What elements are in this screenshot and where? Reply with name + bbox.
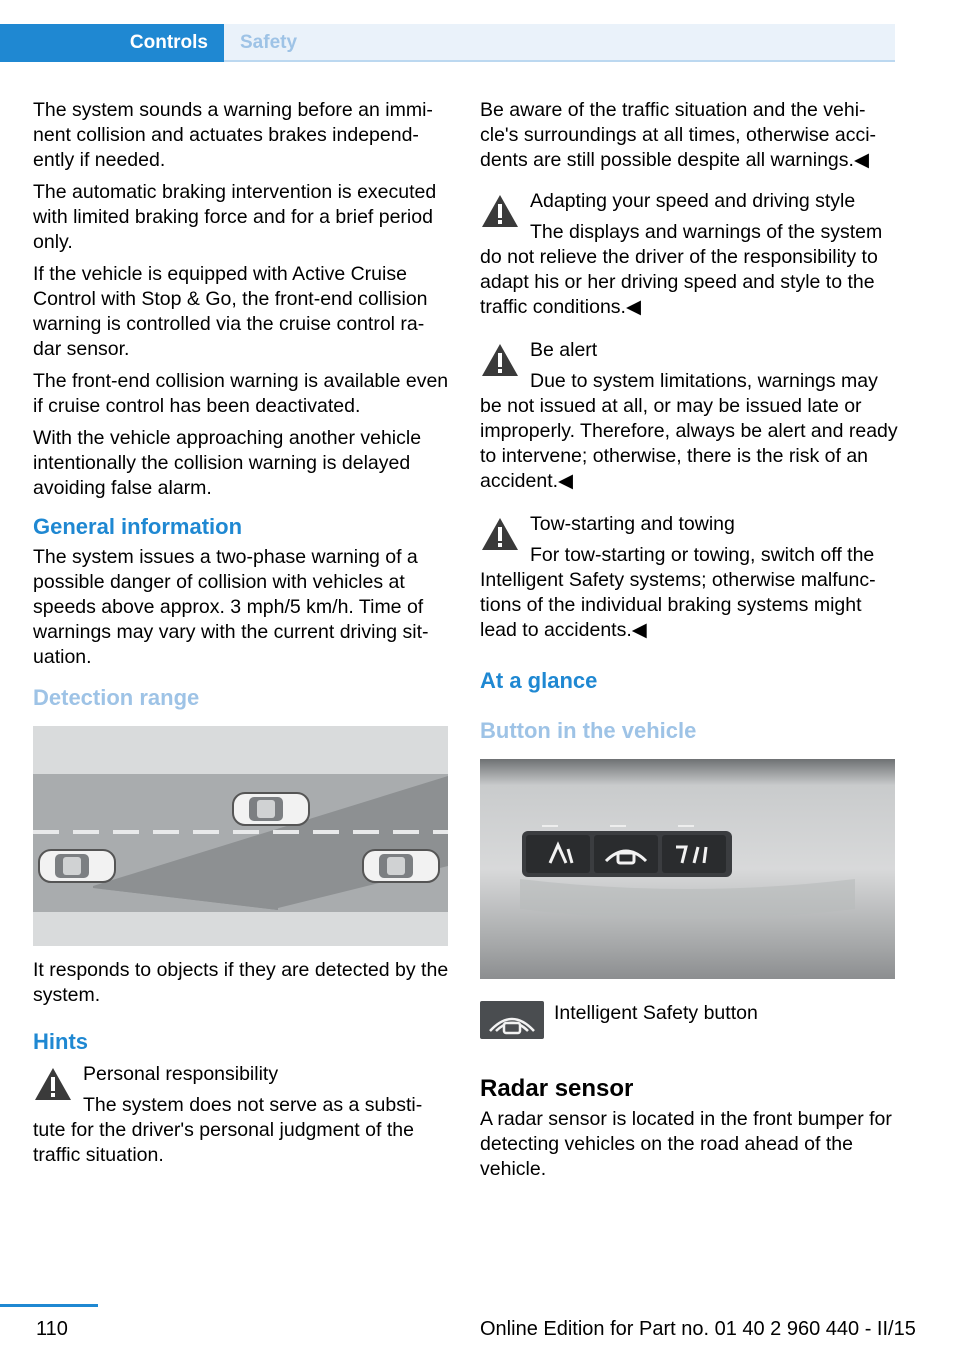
warning-triangle-icon [480, 516, 520, 552]
footer-accent-line [0, 1304, 98, 1307]
warning-text: Due to system limitations, warnings may be not issued at all, or may be issued late or improperly. Therefore, always be alert and ready to intervene; otherwise, there is the risk of an accident.◀ [480, 370, 898, 492]
icon-caption: Intelligent Safety button [554, 1002, 758, 1024]
warning-text: For tow-starting or towing, switch off the Intelligent Safety systems; otherwise malfunc-tions of the individual braking systems might lead to accidents.◀ [480, 544, 876, 641]
section-heading-glance: At a glance [480, 668, 598, 693]
warning-triangle-icon [33, 1066, 73, 1102]
left-column [33, 98, 451, 1174]
paragraph: The system issues a two-phase warning of a possible danger of collision with vehicles at speeds above approx. 3 mph/5 km/h. Time of warnings may vary with the current driving sit-uation. [33, 546, 429, 668]
warning-text: The system does not serve as a substi-tute for the driver's personal judgment of the traffic situation. [33, 1094, 423, 1166]
warning-text: The displays and warnings of the system do not relieve the driver of the responsibility to adapt his or her driving speed and style to the traffic conditions.◀ [480, 221, 883, 318]
tab-controls[interactable]: Controls [0, 24, 224, 62]
section-heading-radar: Radar sensor [480, 1075, 634, 1102]
paragraph: The system sounds a warning before an immi-nent collision and actuates brakes independ-ently if needed. [33, 99, 433, 171]
car-icon [233, 793, 309, 825]
warning-title: Tow-starting and towing [530, 513, 735, 535]
right-column [480, 98, 898, 1189]
icon-legend [480, 997, 898, 1063]
paragraph: A radar sensor is located in the front bumper for detecting vehicles on the road ahead of the vehicle. [480, 1108, 892, 1180]
page-header [0, 0, 895, 62]
car-icon [39, 850, 115, 882]
paragraph: With the vehicle approaching another vehicle intentionally the collision warning is delayed avoiding false alarm. [33, 427, 422, 499]
button-panel-illustration [480, 759, 895, 979]
car-icon [363, 850, 439, 882]
header-divider [224, 60, 895, 62]
warning-block [480, 338, 898, 494]
paragraph: The front-end collision warning is available even if cruise control has been deactivated. [33, 370, 449, 417]
road-diagram [33, 726, 448, 946]
warning-title: Personal responsibility [83, 1063, 279, 1085]
detection-range-illustration [33, 726, 448, 946]
warning-block [480, 189, 898, 320]
section-heading-detection: Detection range [33, 685, 200, 710]
warning-title: Adapting your speed and driving style [530, 190, 856, 212]
page-number: 110 [36, 1318, 68, 1340]
edition-text: Online Edition for Part no. 01 40 2 960 440 - II/15 [480, 1318, 916, 1340]
section-heading-hints: Hints [33, 1029, 88, 1054]
warning-block [33, 1062, 451, 1168]
button-panel-photo [480, 759, 895, 979]
paragraph: Be aware of the traffic situation and the vehi-cle's surroundings at all times, otherwise acci-dents are still possible despite all warnings.◀ [480, 99, 877, 171]
warning-block [480, 512, 898, 643]
section-heading-general: General information [33, 514, 243, 539]
paragraph: The automatic braking intervention is executed with limited braking force and for a brief period only. [33, 181, 437, 253]
warning-triangle-icon [480, 342, 520, 378]
tab-safety[interactable]: Safety [224, 24, 895, 62]
warning-triangle-icon [480, 193, 520, 229]
intelligent-safety-button-icon [480, 1001, 544, 1039]
section-heading-button: Button in the vehicle [480, 718, 697, 743]
paragraph: If the vehicle is equipped with Active Cruise Control with Stop & Go, the front-end collision warning is controlled via the cruise control ra-dar sensor. [33, 263, 428, 360]
warning-title: Be alert [530, 339, 598, 361]
figure-caption: It responds to objects if they are detected by the system. [33, 959, 449, 1006]
